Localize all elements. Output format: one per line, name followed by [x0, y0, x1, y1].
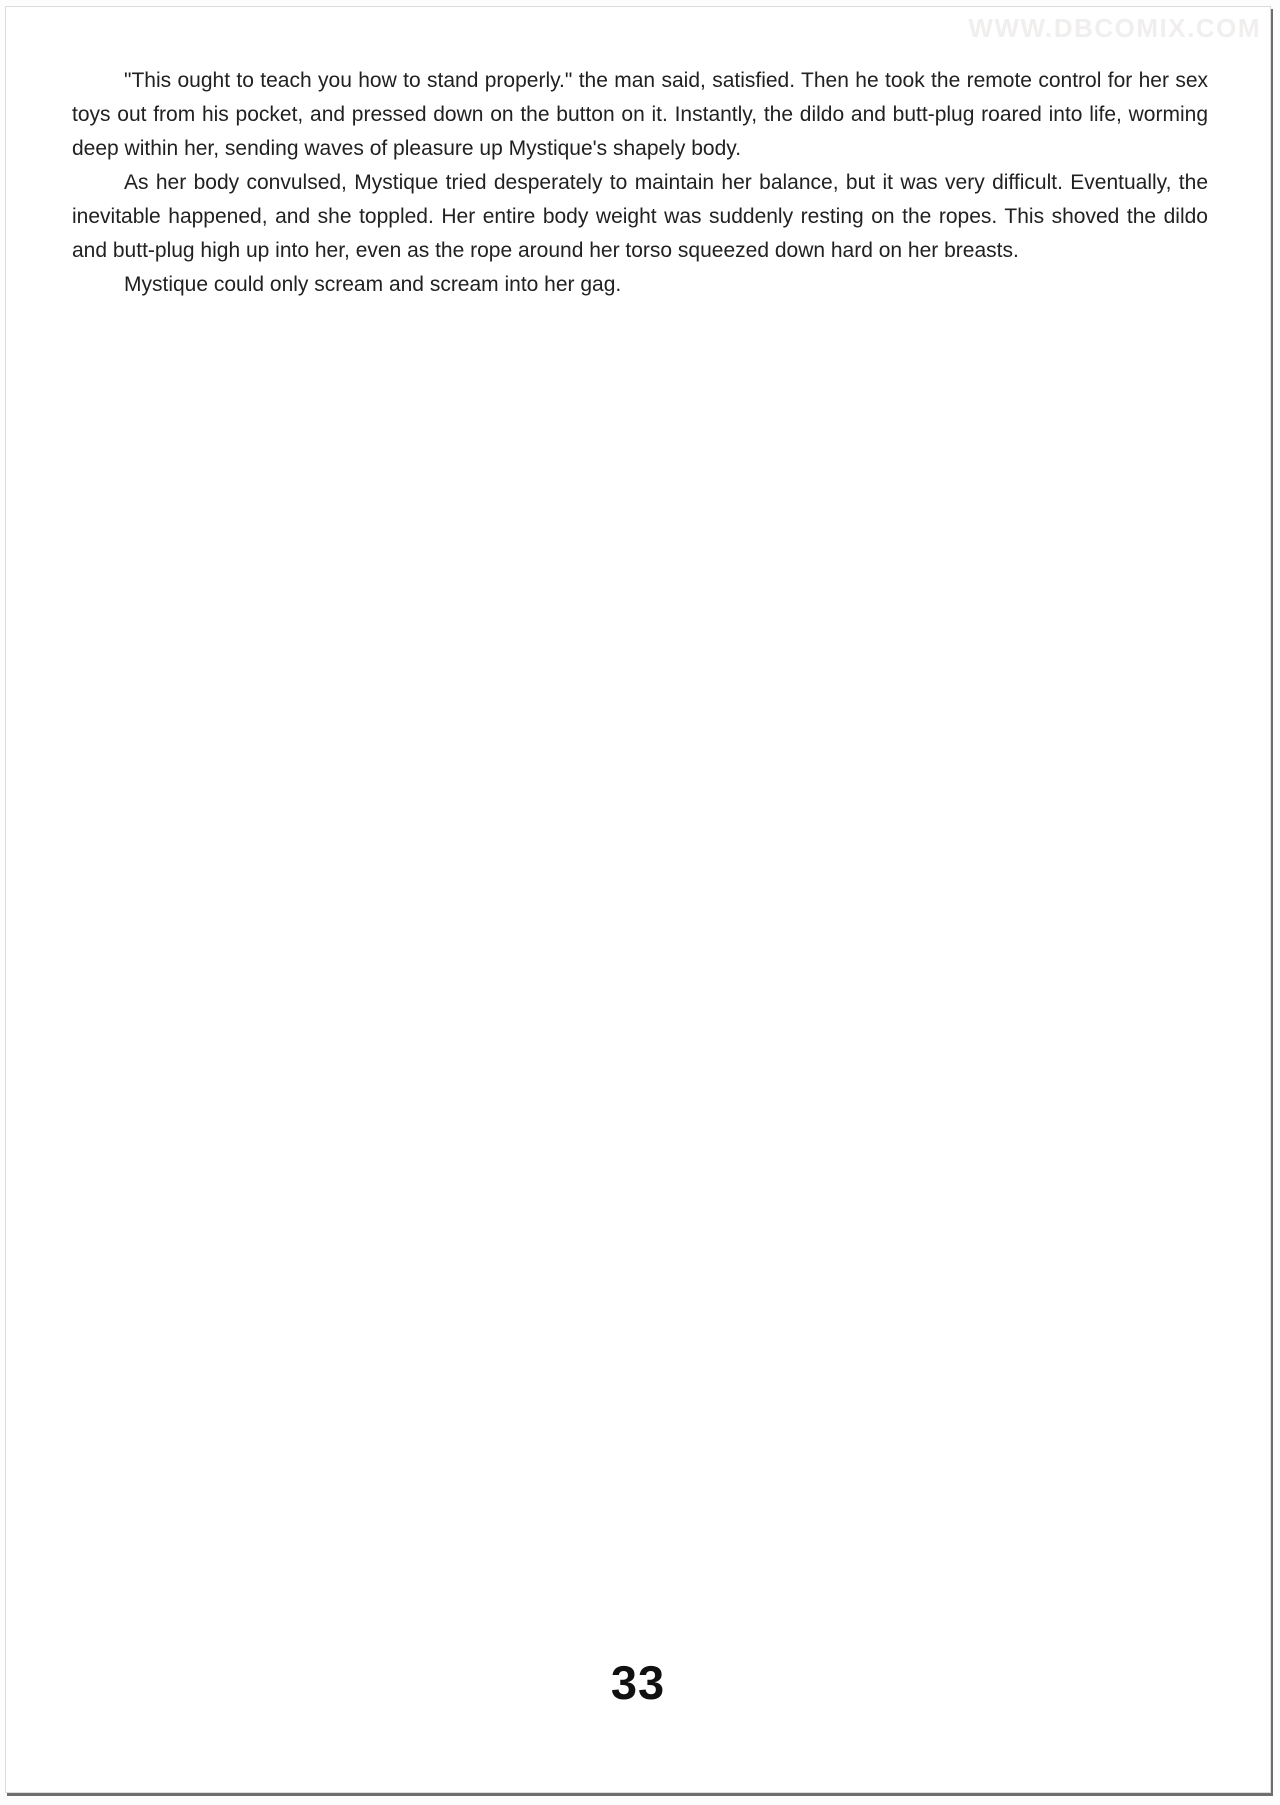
story-paragraph: "This ought to teach you how to stand properly." the man said, satisfied. Then he took the remote control for her sex toys out from his pocket, and pressed down on the button on it. Instantly, the dildo and butt-plug roared into life, worming deep within her, sending waves of pleasure up Mystique's shapely body. — [72, 69, 1208, 160]
story-text-block — [72, 64, 1208, 302]
site-watermark: WWW.DBCOMIX.COM — [968, 13, 1261, 43]
story-paragraph: As her body convulsed, Mystique tried desperately to maintain her balance, but it was very difficult. Eventually, the inevitable happened, and she toppled. Her entire body weight was suddenly resting on the ropes. This shoved the dildo and butt-plug high up into her, even as the rope around her torso squeezed down hard on her breasts. — [72, 171, 1208, 262]
page-number: 33 — [610, 1656, 666, 1709]
story-paragraph: Mystique could only scream and scream into her gag. — [124, 273, 622, 296]
document-page — [5, 6, 1271, 1793]
